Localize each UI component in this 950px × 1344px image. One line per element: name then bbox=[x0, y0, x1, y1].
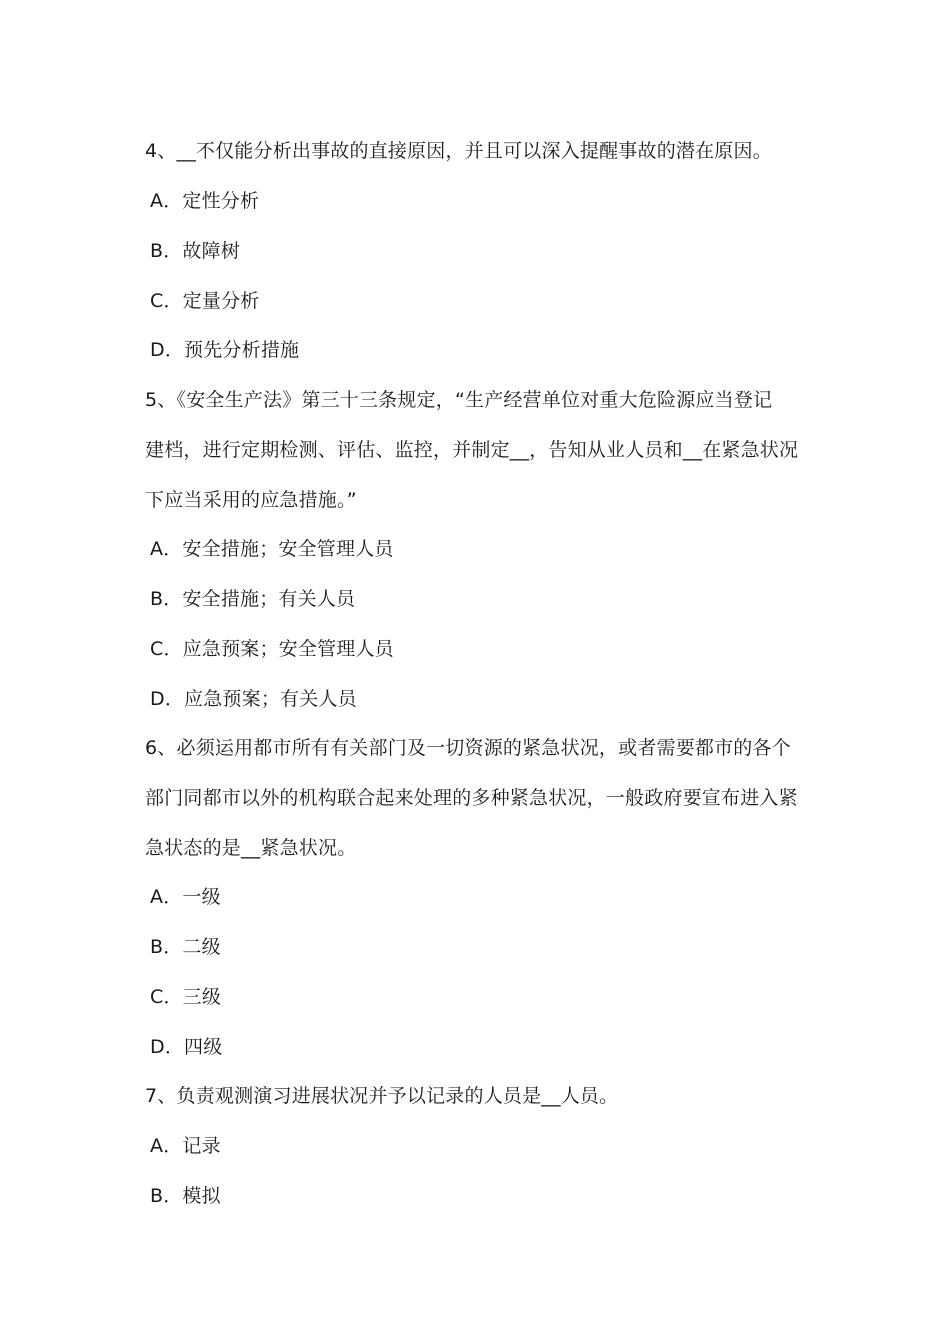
question-4-option-b: B．故障树 bbox=[150, 240, 241, 262]
question-7-text: 7、负责观测演习进展状况并予以记录的人员是__人员。 bbox=[145, 1085, 619, 1107]
question-5-option-c: C．应急预案；安全管理人员 bbox=[150, 638, 394, 660]
question-6-option-b: B．二级 bbox=[150, 936, 221, 958]
question-4-text: 4、__不仅能分析出事故的直接原因，并且可以深入提醒事故的潜在原因。 bbox=[145, 140, 772, 162]
question-6-option-a: A．一级 bbox=[150, 886, 221, 908]
question-6-option-c: C．三级 bbox=[150, 986, 222, 1008]
question-7-option-b: B．模拟 bbox=[150, 1185, 221, 1207]
question-5-text-line-2: 建档，进行定期检测、评估、监控，并制定__，告知从业人员和__在紧急状况 bbox=[145, 439, 799, 461]
question-5-option-a: A．安全措施；安全管理人员 bbox=[150, 538, 394, 560]
question-5-option-d: D．应急预案；有关人员 bbox=[150, 688, 357, 710]
question-4-option-d: D．预先分析措施 bbox=[150, 339, 300, 361]
question-6-text-line-1: 6、必须运用都市所有有关部门及一切资源的紧急状况，或者需要都市的各个 bbox=[145, 737, 791, 759]
question-4-option-c: C．定量分析 bbox=[150, 290, 260, 312]
question-5-option-b: B．安全措施；有关人员 bbox=[150, 588, 356, 610]
question-4-option-a: A．定性分析 bbox=[150, 190, 260, 212]
question-7-option-a: A．记录 bbox=[150, 1135, 221, 1157]
question-5-text-line-3: 下应当采用的应急措施。” bbox=[145, 489, 357, 511]
question-6-option-d: D．四级 bbox=[150, 1036, 223, 1058]
question-5-text-line-1: 5、《安全生产法》第三十三条规定，“生产经营单位对重大危险源应当登记 bbox=[145, 389, 773, 411]
question-6-text-line-2: 部门同都市以外的机构联合起来处理的多种紧急状况，一般政府要宣布进入紧 bbox=[145, 787, 798, 809]
question-6-text-line-3: 急状态的是__紧急状况。 bbox=[145, 837, 357, 859]
